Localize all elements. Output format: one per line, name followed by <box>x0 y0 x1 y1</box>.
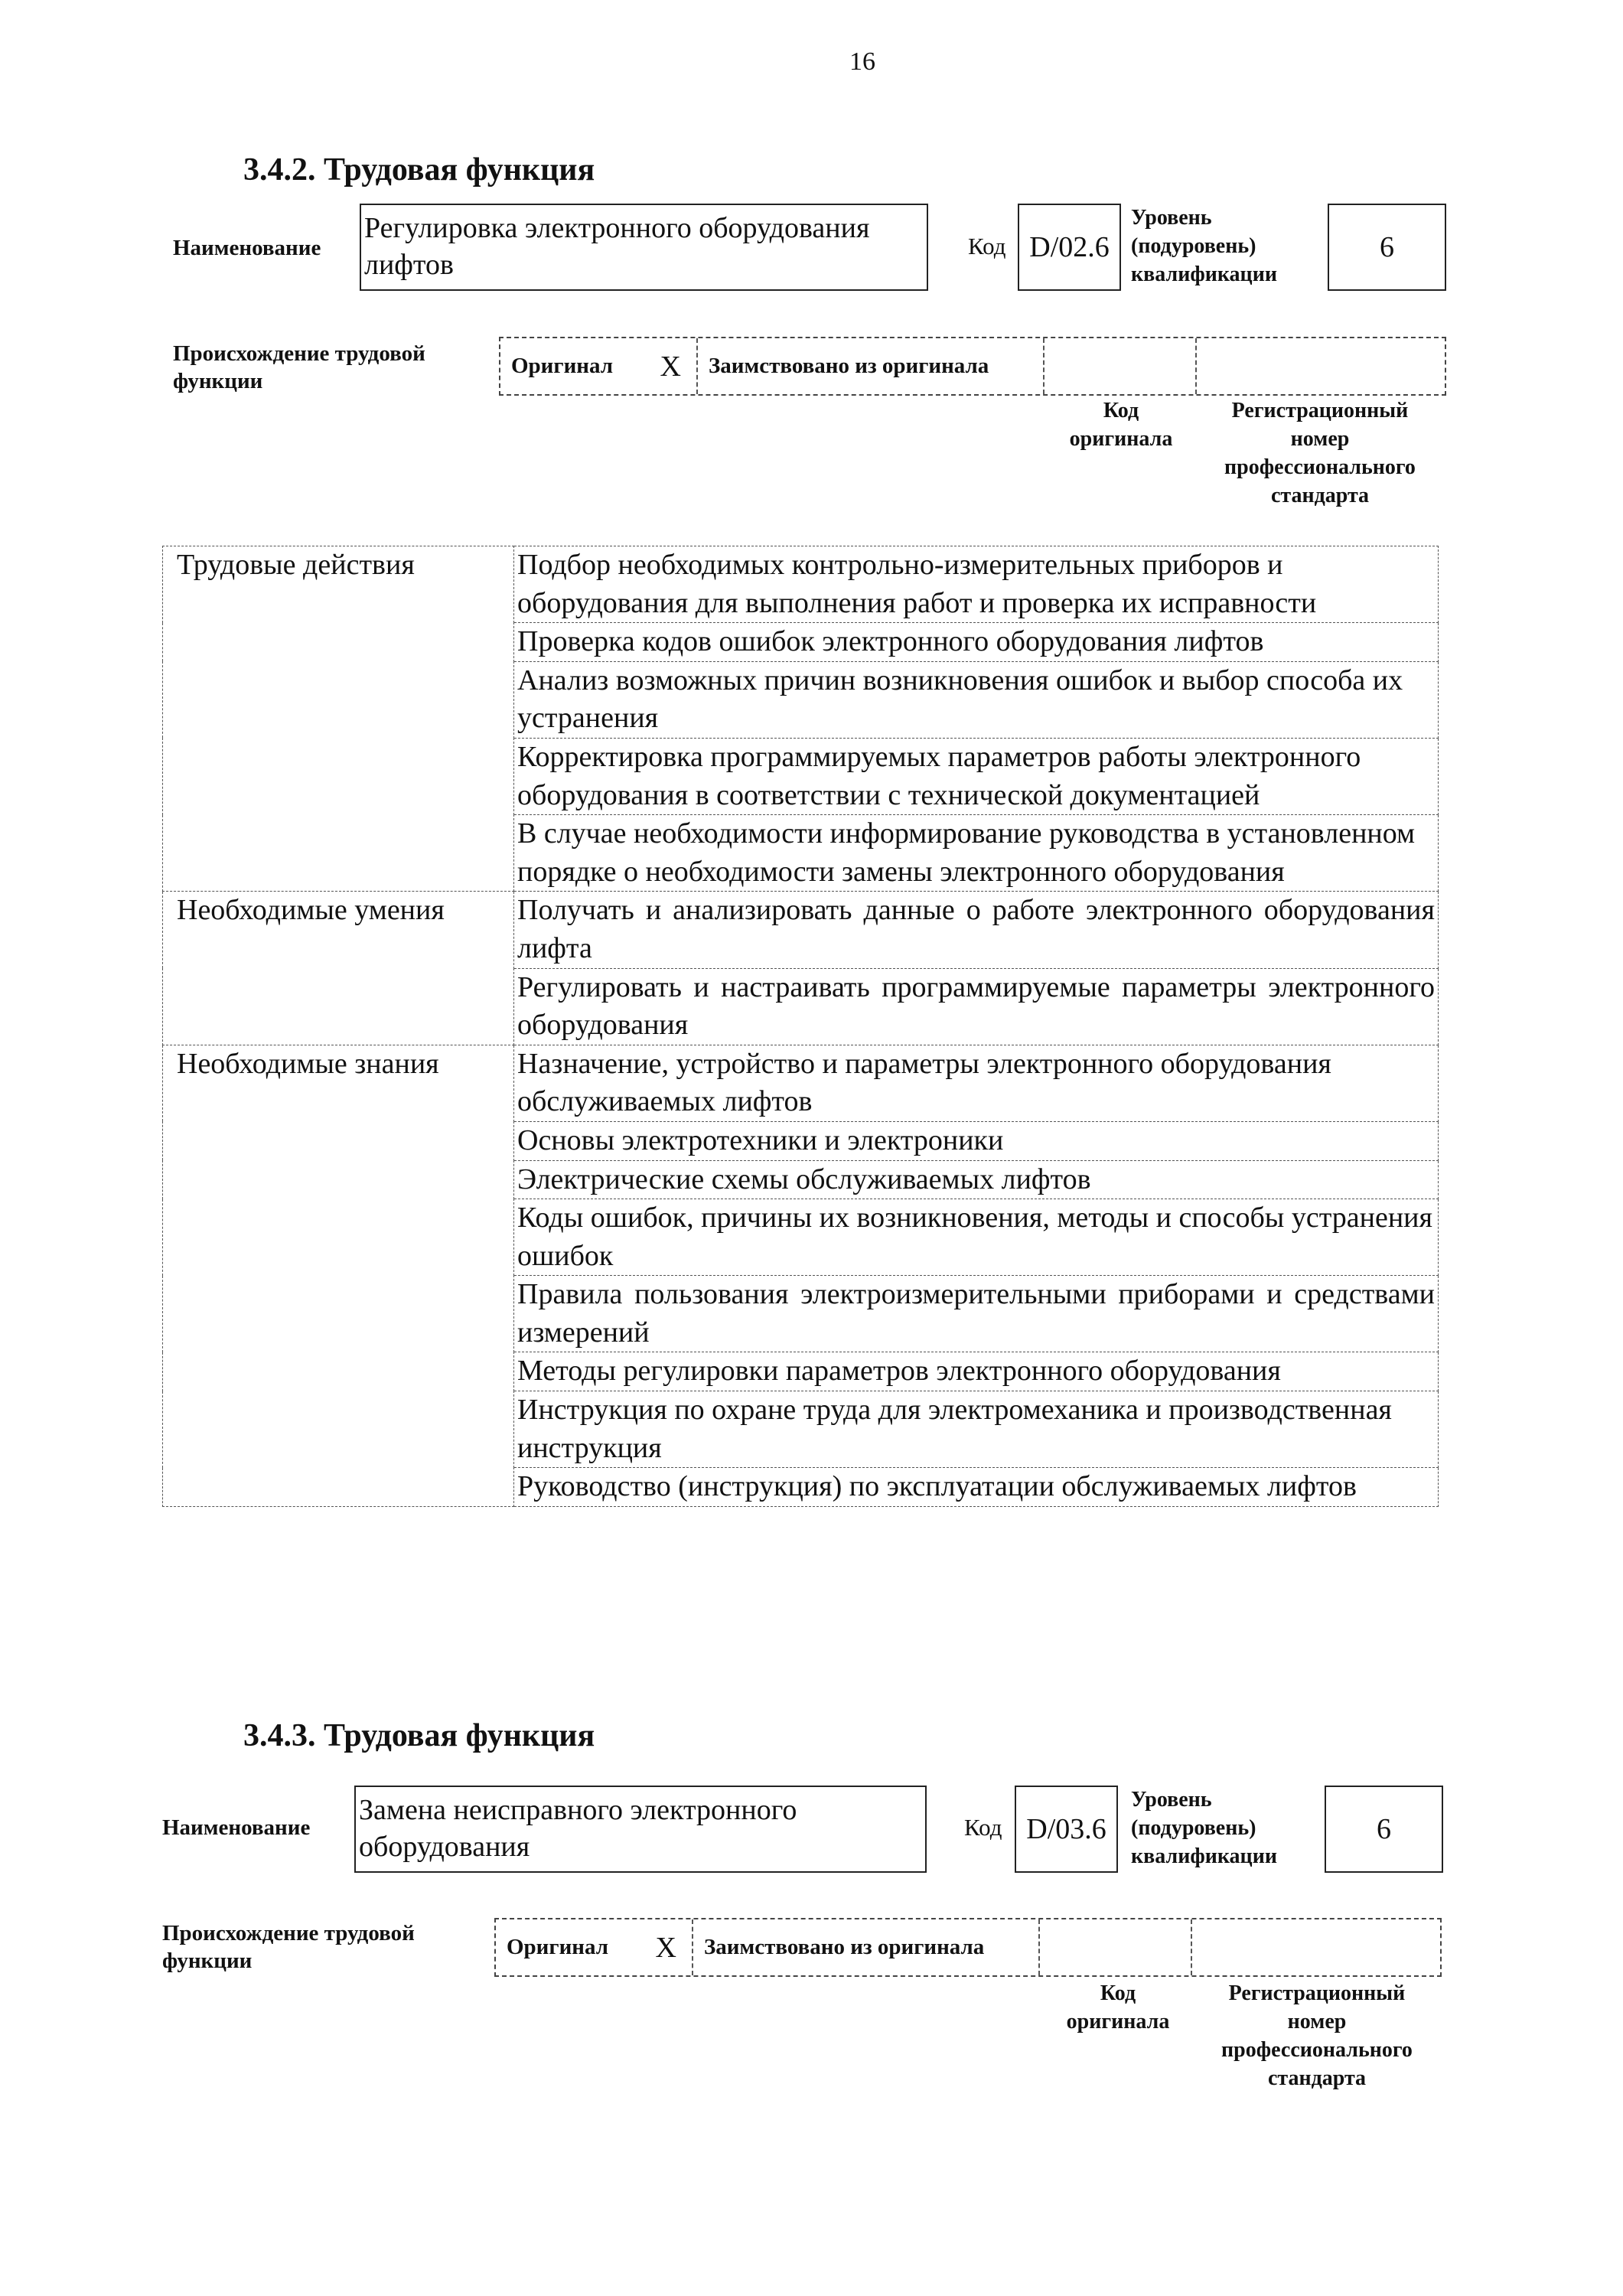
code-value: D/03.6 <box>1015 1786 1118 1873</box>
origin-reg-number-cell <box>1197 338 1445 394</box>
origin-borrowed-cell: Заимствовано из оригинала <box>698 338 1045 394</box>
knowledge-item: Назначение, устройство и параметры электронного оборудования обслуживаемых лифтов <box>514 1045 1439 1121</box>
caption-original-code: Код оригинала <box>1066 1981 1170 2033</box>
name-label: Наименование <box>173 236 321 260</box>
labor-function-section-3-4-3 <box>0 1717 1623 2090</box>
level-label-line: Уровень <box>1131 206 1212 230</box>
name-value: Регулировка электронного оборудования лифтов <box>360 204 928 291</box>
level-label-line: (подуровень) <box>1131 1816 1256 1840</box>
origin-original-cell <box>500 338 698 394</box>
caption-original-code: Код оригинала <box>1069 399 1173 451</box>
code-label: Код <box>968 233 1006 259</box>
knowledge-item: Руководство (инструкция) по эксплуатации обслуживаемых лифтов <box>514 1468 1439 1507</box>
knowledge-item: Правила пользования электроизмерительными приборами и средствами измерений <box>514 1276 1439 1352</box>
labor-function-details-table <box>162 546 1439 1507</box>
level-label-line: Уровень <box>1131 1788 1212 1812</box>
origin-original-label: Оригинал <box>507 1935 609 1959</box>
code-value: D/02.6 <box>1018 204 1121 291</box>
origin-code-cell <box>1040 1919 1192 1975</box>
knowledge-item: Инструкция по охране труда для электромеханика и производственная инструкция <box>514 1391 1439 1468</box>
level-label-line: (подуровень) <box>1131 234 1256 258</box>
knowledge-item: Основы электротехники и электроники <box>514 1121 1439 1160</box>
origin-mark: X <box>660 350 681 383</box>
origin-borrowed-cell: Заимствовано из оригинала <box>693 1919 1040 1975</box>
level-value: 6 <box>1325 1786 1443 1873</box>
table-row <box>163 1045 1439 1121</box>
origin-reg-number-cell <box>1192 1919 1440 1975</box>
table-row <box>163 546 1439 623</box>
table-row <box>163 892 1439 968</box>
caption-reg-number: Регистрационный номер профессионального стандарта <box>1221 1981 1413 2090</box>
labor-function-section-3-4-2 <box>0 152 1623 507</box>
origin-code-cell <box>1045 338 1197 394</box>
origin-label: Происхождение трудовой функции <box>162 1921 415 1973</box>
name-label: Наименование <box>162 1815 311 1840</box>
section-heading: 3.4.2. Трудовая функция <box>243 152 595 188</box>
code-label: Код <box>964 1814 1002 1841</box>
level-label <box>1131 1786 1277 1870</box>
origin-label: Происхождение трудовой функции <box>173 341 425 393</box>
skill-item: Получать и анализировать данные о работе электронного оборудования лифта <box>514 892 1439 968</box>
level-value: 6 <box>1328 204 1446 291</box>
action-item: Корректировка программируемых параметров работы электронного оборудования в соответствии с технической документацией <box>514 738 1439 814</box>
level-label-line: квалификации <box>1131 263 1277 286</box>
level-label <box>1131 204 1277 289</box>
skill-item: Регулировать и настраивать программируемые параметры электронного оборудования <box>514 968 1439 1045</box>
knowledge-item: Электрические схемы обслуживаемых лифтов <box>514 1160 1439 1199</box>
origin-original-label: Оригинал <box>511 354 614 378</box>
action-item: Анализ возможных причин возникновения ошибок и выбор способа их устранения <box>514 661 1439 738</box>
page-number: 16 <box>849 47 875 76</box>
origin-table <box>494 1918 1442 1977</box>
action-item: В случае необходимости информирование руководства в установленном порядке о необходимости замены электронного оборудования <box>514 815 1439 892</box>
row-header-actions: Трудовые действия <box>163 546 514 892</box>
knowledge-item: Коды ошибок, причины их возникновения, методы и способы устранения ошибок <box>514 1199 1439 1276</box>
caption-reg-number: Регистрационный номер профессионального стандарта <box>1224 399 1416 507</box>
row-header-knowledge: Необходимые знания <box>163 1045 514 1506</box>
level-label-line: квалификации <box>1131 1844 1277 1868</box>
action-item: Проверка кодов ошибок электронного оборудования лифтов <box>514 623 1439 662</box>
row-header-skills: Необходимые умения <box>163 892 514 1045</box>
name-value: Замена неисправного электронного оборудования <box>354 1786 927 1873</box>
knowledge-item: Методы регулировки параметров электронного оборудования <box>514 1352 1439 1391</box>
origin-mark: X <box>655 1931 676 1964</box>
origin-table <box>499 337 1446 396</box>
action-item: Подбор необходимых контрольно-измерительных приборов и оборудования для выполнения работ и проверка их исправности <box>514 546 1439 623</box>
origin-original-cell <box>496 1919 693 1975</box>
section-heading: 3.4.3. Трудовая функция <box>243 1718 595 1753</box>
